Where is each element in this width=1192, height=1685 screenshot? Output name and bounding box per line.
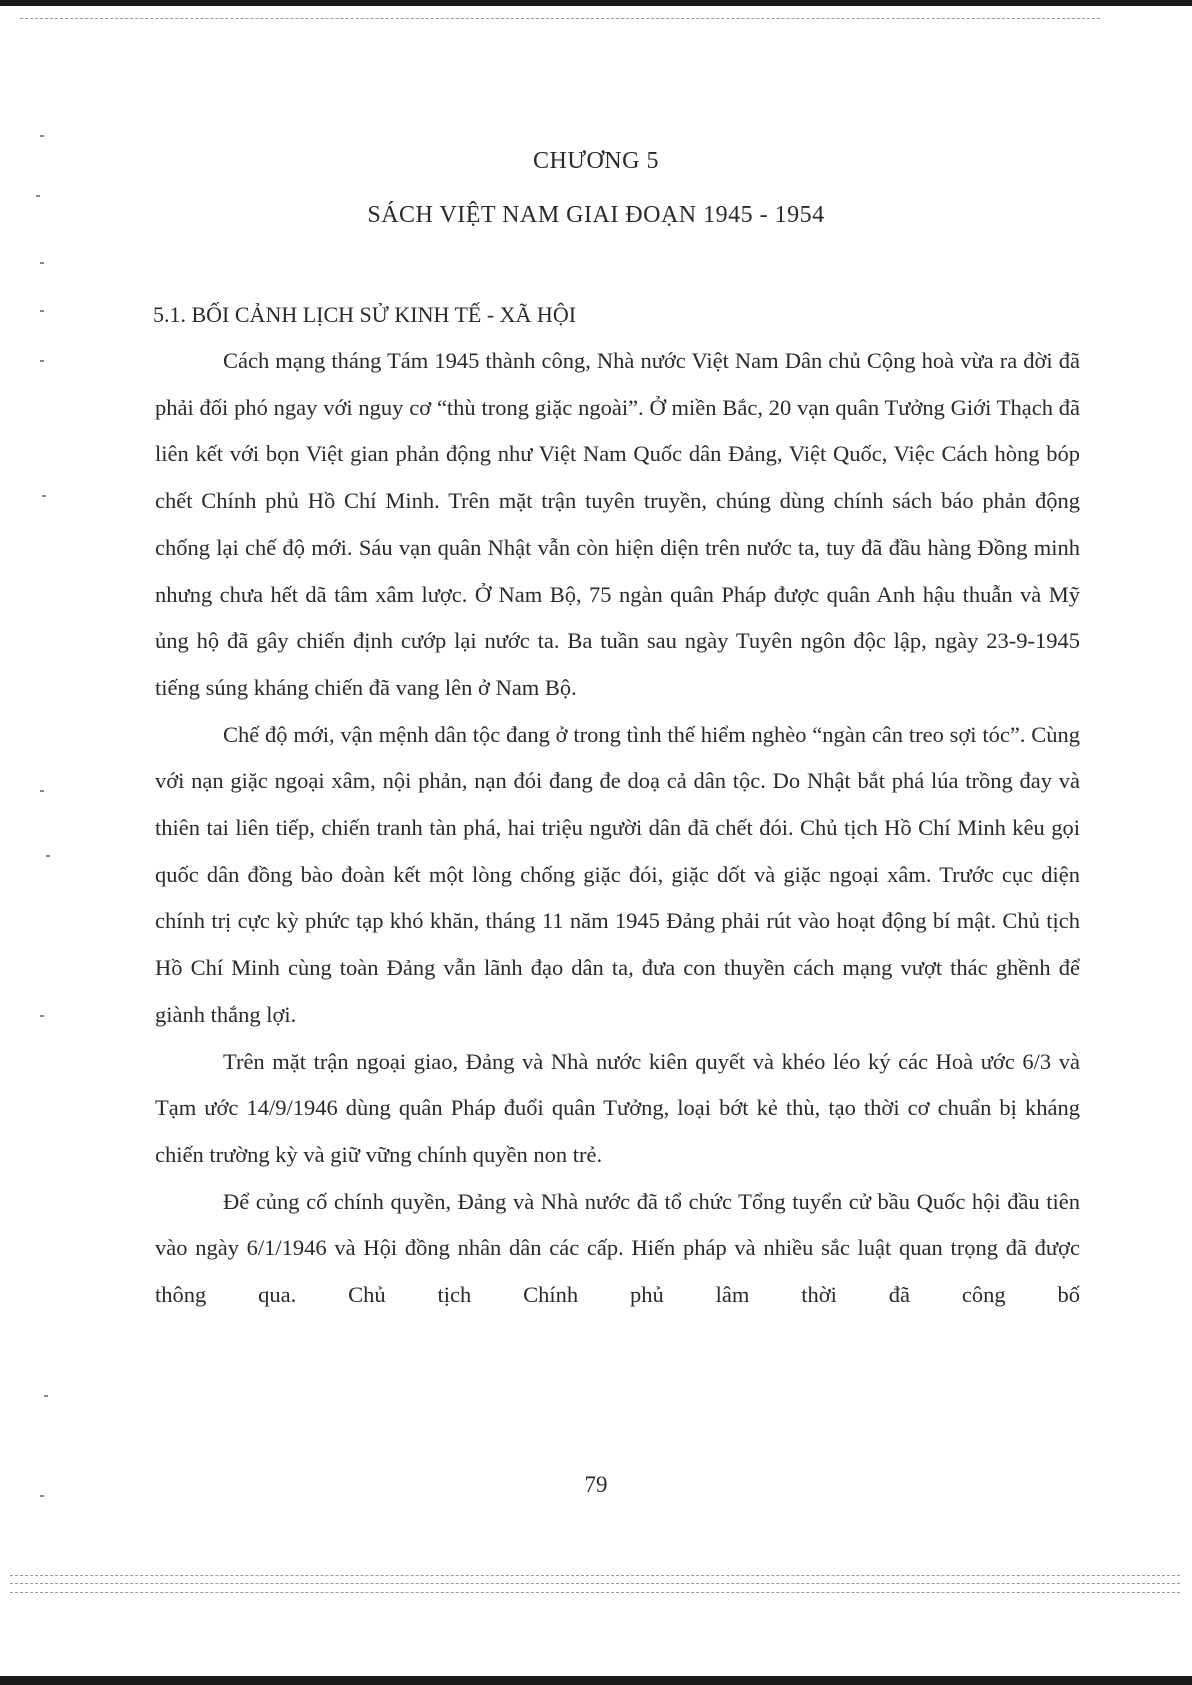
scan-speck xyxy=(44,1395,48,1397)
scan-border-top xyxy=(0,0,1192,6)
scan-artifact-line xyxy=(10,1583,1180,1584)
scan-speck xyxy=(46,855,50,857)
paragraph: Cách mạng tháng Tám 1945 thành công, Nhà nước Việt Nam Dân chủ Cộng hoà vừa ra đời đã phải đối phó ngay với nguy cơ “thù trong giặc ngoài”. Ở miền Bắc, 20 vạn quân Tưởng Giới Thạch đã liên kết với bọn Việt gian phản động như Việt Nam Quốc dân Đảng, Việt Quốc, Việc Cách hòng bóp chết Chính phủ Hồ Chí Minh. Trên mặt trận tuyên truyền, chúng dùng chính sách báo phản động chống lại chế độ mới. Sáu vạn quân Nhật vẫn còn hiện diện trên nước ta, tuy đã đầu hàng Đồng minh nhưng chưa hết dã tâm xâm lược. Ở Nam Bộ, 75 ngàn quân Pháp được quân Anh hậu thuẫn và Mỹ ủng hộ đã gây chiến định cướp lại nước ta. Ba tuần sau ngày Tuyên ngôn độc lập, ngày 23-9-1945 tiếng súng kháng chiến đã vang lên ở Nam Bộ. xyxy=(155,348,1080,700)
scan-artifact-line xyxy=(10,1575,1180,1576)
body-text xyxy=(155,338,1080,1319)
section-heading: 5.1. BỐI CẢNH LỊCH SỬ KINH TẾ - XÃ HỘI xyxy=(153,302,577,327)
page-number: 79 xyxy=(584,1472,608,1497)
paragraph: Chế độ mới, vận mệnh dân tộc đang ở trong tình thế hiểm nghèo “ngàn cân treo sợi tóc”. Cùng với nạn giặc ngoại xâm, nội phản, nạn đói đang đe doạ cả dân tộc. Do Nhật bắt phá lúa trồng đay và thiên tai liên tiếp, chiến tranh tàn phá, hai triệu người dân đã chết đói. Chủ tịch Hồ Chí Minh kêu gọi quốc dân đồng bào đoàn kết một lòng chống giặc đói, giặc dốt và giặc ngoại xâm. Trước cục diện chính trị cực kỳ phức tạp khó khăn, tháng 11 năm 1945 Đảng phải rút vào hoạt động bí mật. Chủ tịch Hồ Chí Minh cùng toàn Đảng vẫn lãnh đạo dân ta, đưa con thuyền cách mạng vượt thác ghềnh để giành thắng lợi. xyxy=(155,721,1080,1027)
chapter-number: CHƯƠNG 5 xyxy=(533,148,659,174)
paragraph: Để củng cố chính quyền, Đảng và Nhà nước đã tổ chức Tổng tuyển cử bầu Quốc hội đầu tiên vào ngày 6/1/1946 và Hội đồng nhân dân các cấp. Hiến pháp và nhiều sắc luật quan trọng đã được thông qua. Chủ tịch Chính phủ lâm thời đã công bố xyxy=(155,1188,1080,1308)
scan-speck xyxy=(40,262,44,264)
scan-speck xyxy=(40,360,44,362)
scan-speck xyxy=(40,135,44,137)
chapter-title: SÁCH VIỆT NAM GIAI ĐOẠN 1945 - 1954 xyxy=(367,202,825,228)
scan-speck xyxy=(42,495,46,497)
scan-speck xyxy=(40,790,44,792)
scan-artifact-line xyxy=(20,18,1100,19)
scan-border-bottom xyxy=(0,1676,1192,1685)
scan-speck xyxy=(40,1015,44,1017)
scan-speck xyxy=(40,310,44,312)
scan-speck xyxy=(36,195,40,197)
paragraph: Trên mặt trận ngoại giao, Đảng và Nhà nước kiên quyết và khéo léo ký các Hoà ước 6/3 và Tạm ước 14/9/1946 dùng quân Pháp đuổi quân Tưởng, loại bớt kẻ thù, tạo thời cơ chuẩn bị kháng chiến trường kỳ và giữ vững chính quyền non trẻ. xyxy=(155,1048,1080,1167)
scan-artifact-line xyxy=(10,1592,1180,1593)
